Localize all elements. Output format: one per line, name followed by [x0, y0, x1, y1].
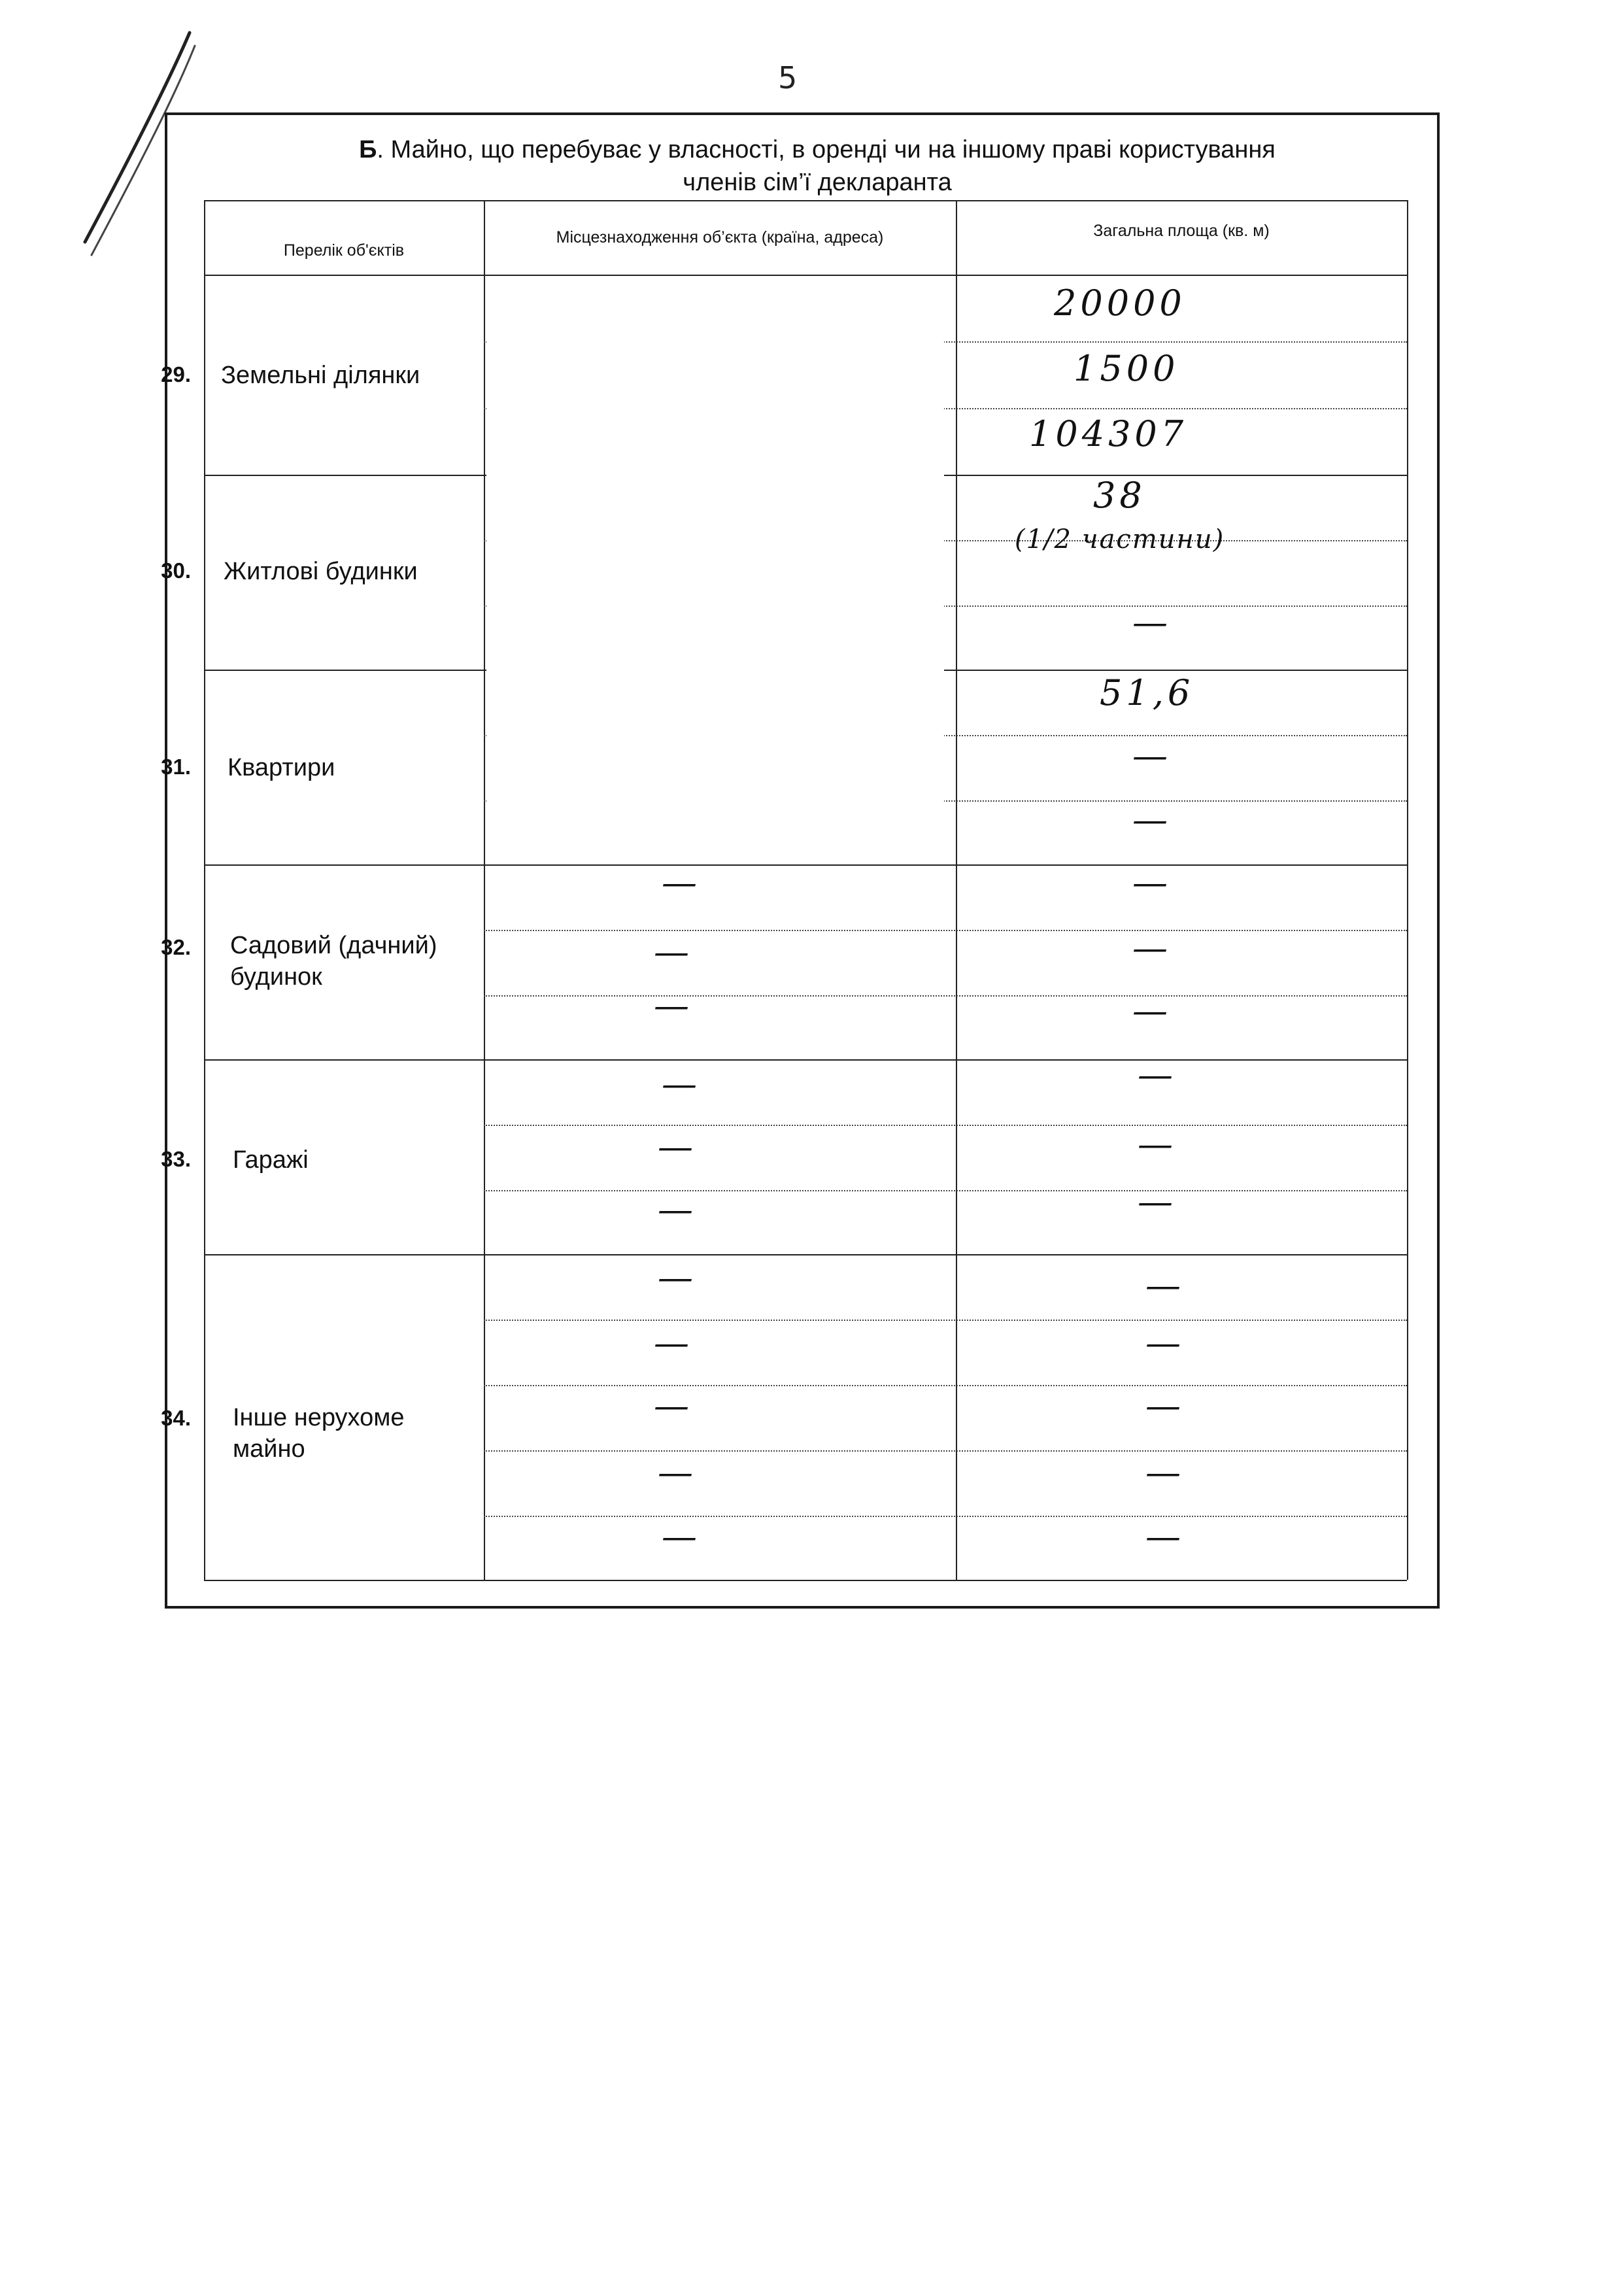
location-dash: —: [658, 1452, 697, 1493]
row-label-31: Квартири: [228, 754, 335, 781]
row-label-34: Інше нерухоме майно: [233, 1404, 405, 1463]
area-value: 20000: [1054, 282, 1186, 324]
header-objects: Перелік об'єктів: [283, 241, 405, 260]
location-dash: —: [654, 931, 693, 972]
row-label-30: Житлові будинки: [224, 558, 418, 585]
section-title-text: . Майно, що перебуває у власності, в оренді чи на іншому праві користування: [377, 136, 1276, 163]
row-number-33: 33.: [161, 1147, 191, 1171]
header-location: Місцезнаходження об’єкта (країна, адреса): [556, 228, 884, 247]
area-value: —: [1132, 799, 1172, 840]
area-value: —: [1132, 602, 1172, 643]
section-title-line2: членів сім’ї декларанта: [683, 169, 952, 196]
location-dash: —: [658, 1189, 697, 1230]
area-dash: —: [1145, 1322, 1185, 1363]
area-value: 104307: [1029, 413, 1188, 454]
area-value: 38: [1093, 475, 1146, 516]
location-dash: —: [658, 1126, 697, 1167]
property-table: [161, 200, 1407, 1580]
location-dash: —: [654, 1385, 693, 1426]
section-title: [196, 133, 1438, 199]
redacted-address-block: [486, 277, 944, 862]
area-note: (1/2 частини): [1015, 524, 1225, 554]
row-label-29: Земельні ділянки: [221, 362, 420, 389]
row-label-32: Садовий (дачний) будинок: [230, 932, 437, 991]
location-dash: —: [662, 862, 701, 903]
location-dash: —: [654, 1322, 693, 1363]
area-dash: —: [1145, 1452, 1185, 1493]
area-dash: —: [1132, 862, 1172, 903]
location-dash: —: [658, 1257, 697, 1298]
row-number-32: 32.: [161, 935, 191, 959]
area-dash: —: [1145, 1265, 1185, 1306]
area-dash: —: [1132, 927, 1172, 968]
area-value: —: [1132, 735, 1172, 776]
area-dash: —: [1138, 1123, 1177, 1165]
area-dash: —: [1132, 990, 1172, 1031]
location-dash: —: [654, 985, 693, 1026]
row-number-30: 30.: [161, 558, 191, 583]
row-label-33: Гаражі: [233, 1146, 309, 1174]
area-dash: —: [1145, 1516, 1185, 1557]
page-number: 5: [778, 60, 798, 95]
location-dash: —: [662, 1516, 701, 1557]
area-dash: —: [1138, 1181, 1177, 1222]
header-area: Загальна площа (кв. м): [1093, 221, 1270, 240]
row-number-34: 34.: [161, 1406, 191, 1430]
row-number-31: 31.: [161, 755, 191, 779]
area-dash: —: [1145, 1385, 1185, 1426]
location-dash: —: [662, 1063, 701, 1104]
section-letter: Б: [359, 136, 377, 163]
area-value: 1500: [1074, 348, 1179, 389]
area-value: 51,6: [1100, 672, 1194, 713]
area-dash: —: [1138, 1054, 1177, 1095]
row-number-29: 29.: [161, 362, 191, 386]
